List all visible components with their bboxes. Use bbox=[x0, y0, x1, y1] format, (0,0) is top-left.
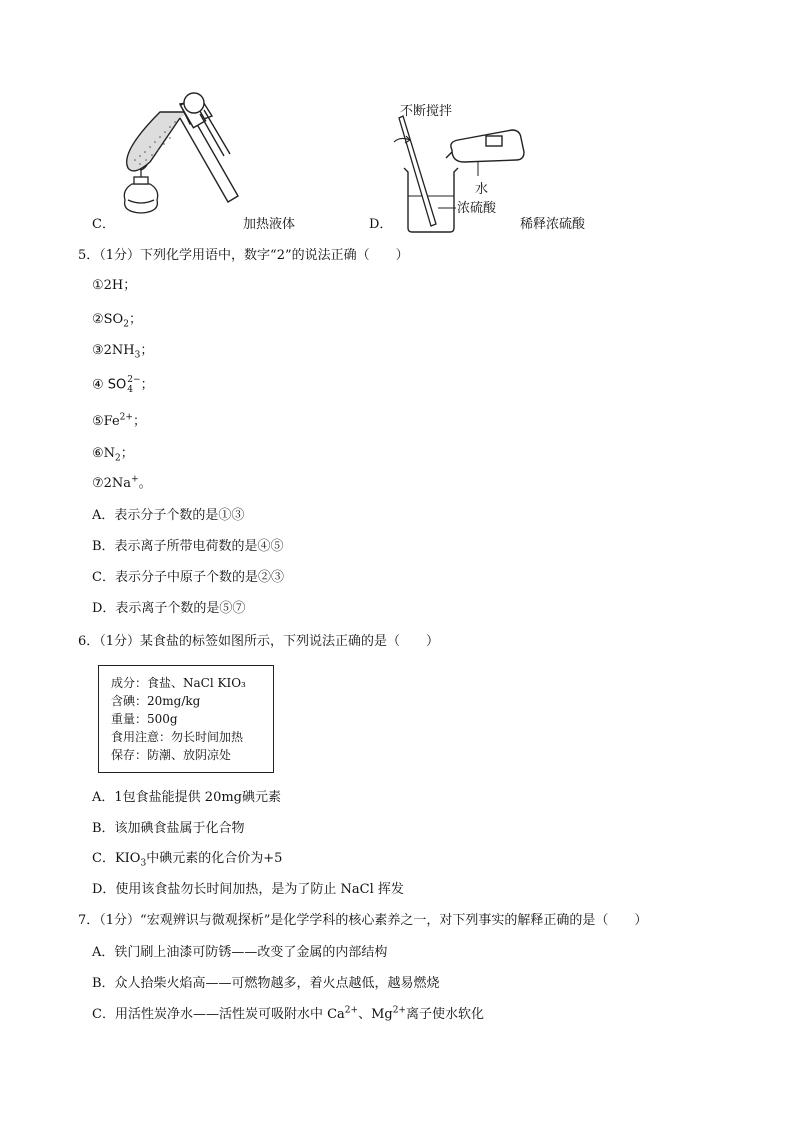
q5-item-5: $⑤Fe^{2+}$； bbox=[92, 412, 146, 429]
stir-arrow bbox=[394, 136, 410, 143]
salt-label-line: 成分：食盐、NaCl KIO₃ bbox=[111, 676, 246, 690]
q7-option-a[interactable]: A．铁门刷上油漆可防锈——改变了金属的内部结构 bbox=[92, 945, 388, 960]
q5-option-a[interactable]: A．表示分子个数的是①③ bbox=[92, 508, 245, 523]
q5-item-2: $②SO_2$； bbox=[92, 312, 142, 330]
diluting-acid-figure bbox=[0, 0, 794, 240]
figure-d-stir-label: 不断搅拌 bbox=[400, 104, 453, 119]
q5-item-1: ①2H； bbox=[92, 278, 137, 293]
figure-d-water-label: 水 bbox=[475, 182, 489, 197]
salt-label-line: 含碘：20mg/kg bbox=[111, 694, 201, 708]
glass-rod bbox=[399, 116, 436, 226]
q5-option-c[interactable]: C．表示分子中原子个数的是②③ bbox=[92, 570, 284, 585]
figure-c-letter: C． bbox=[92, 217, 115, 232]
q7-option-c[interactable]: C．用活性炭净水——活性炭可吸附水中 $Ca^{2+}$、$Mg^{2+}$离子使水软化 bbox=[92, 1005, 484, 1022]
q5-option-b[interactable]: B．表示离子所带电荷数的是④⑤ bbox=[92, 539, 284, 554]
q5-item-7: ⑦2Na+。 bbox=[92, 474, 152, 491]
q5-option-d[interactable]: D．表示离子个数的是⑤⑦ bbox=[92, 601, 246, 616]
q5-item-6: $⑥N_2$； bbox=[92, 446, 134, 464]
q6-option-c[interactable]: C．$KIO_3$中碘元素的化合价为+5 bbox=[92, 851, 283, 869]
reagent-bottle bbox=[446, 130, 524, 162]
figure-d-acid-label: 浓硫酸 bbox=[457, 201, 497, 216]
q7-stem: 7．（1分）“宏观辨识与微观探析”是化学学科的核心素养之一，对下列事实的解释正确的是（ ） bbox=[78, 913, 648, 928]
salt-label-line: 重量：500g bbox=[111, 712, 178, 726]
q5-item-4: ④ SO 2− 4 ； bbox=[92, 375, 154, 395]
q6-option-b[interactable]: B．该加碘食盐属于化合物 bbox=[92, 821, 245, 836]
figure-c-caption: 加热液体 bbox=[243, 217, 296, 232]
q5-stem: 5．（1分）下列化学用语中，数字“2”的说法正确（ ） bbox=[78, 248, 409, 263]
q5-item-3: $③2NH_3$； bbox=[92, 343, 154, 361]
q7-option-b[interactable]: B．众人拾柴火焰高——可燃物越多，着火点越低，越易燃烧 bbox=[92, 976, 440, 991]
figure-d-letter: D． bbox=[369, 217, 393, 232]
salt-label-line: 保存：防潮、放阴凉处 bbox=[111, 748, 232, 762]
q6-stem: 6．（1分）某食盐的标签如图所示，下列说法正确的是（ ） bbox=[78, 634, 440, 649]
q6-option-a[interactable]: A．1包食盐能提供 20mg碘元素 bbox=[92, 790, 281, 805]
salt-label-box bbox=[98, 665, 274, 773]
q6-option-d[interactable]: D．使用该食盐勿长时间加热，是为了防止 NaCl 挥发 bbox=[92, 882, 404, 897]
figure-d-caption: 稀释浓硫酸 bbox=[520, 217, 586, 232]
salt-label-line: 食用注意：勿长时间加热 bbox=[111, 730, 244, 744]
